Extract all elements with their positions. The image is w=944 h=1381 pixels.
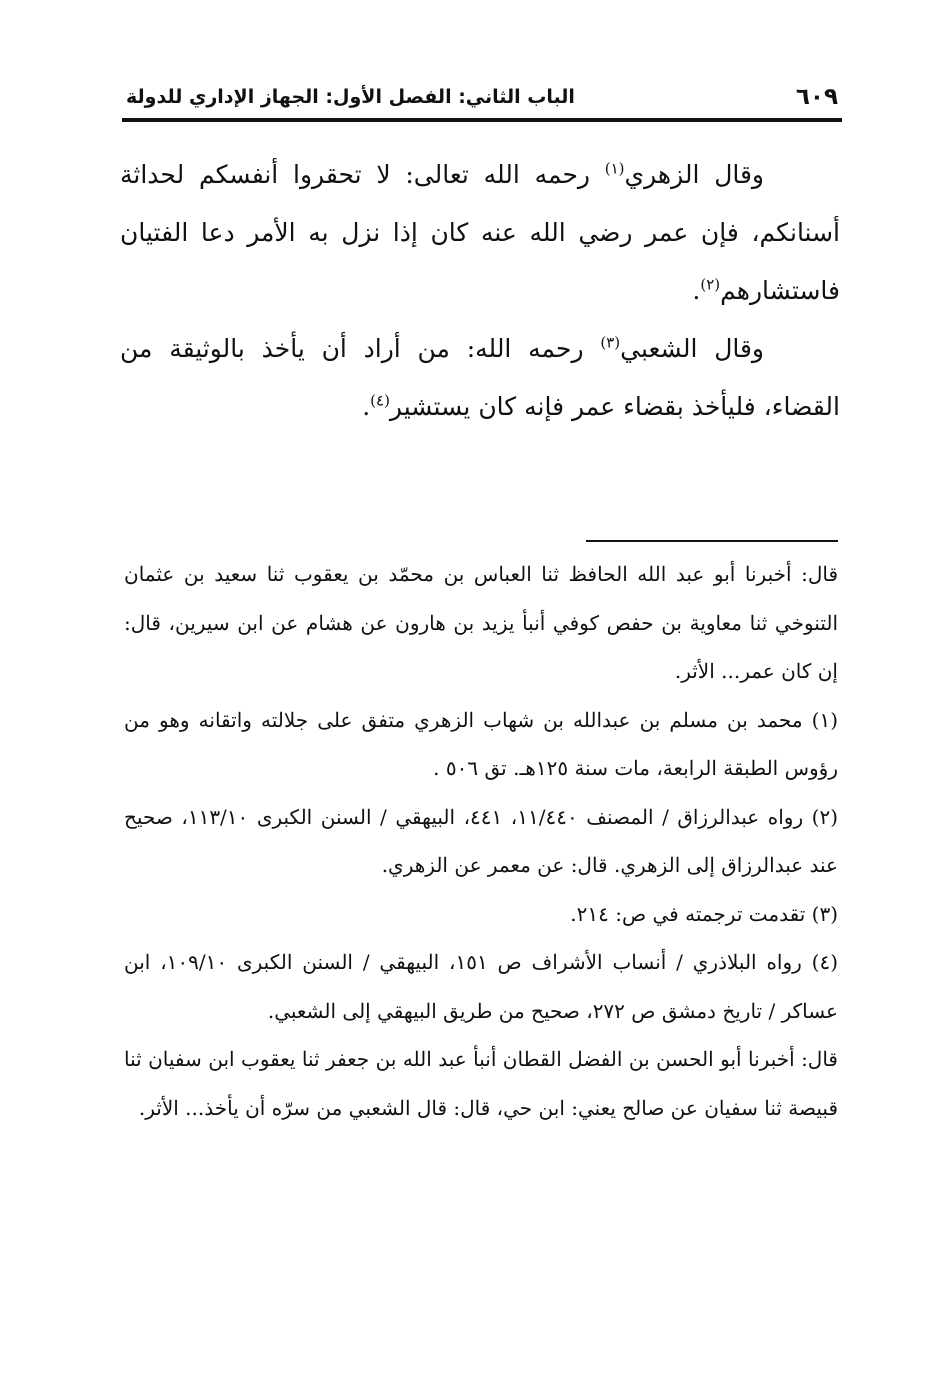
- paragraph-shabi: [120, 320, 840, 436]
- footnote-line: قال: أخبرنا أبو الحسن بن الفضل القطان أنبأ عبد الله بن جعفر ثنا يعقوب: [241, 1047, 838, 1071]
- footnote-isnad-2: [124, 1035, 838, 1132]
- text-span: رحمه الله تعالى: لا تحقروا أنفسكم لحداثة: [120, 160, 605, 189]
- footnote-3: [124, 890, 838, 939]
- footnote-separator: [586, 540, 838, 542]
- footnote-isnad-1: [124, 550, 838, 696]
- footnote-line: ١٠٩/١٠، ابن عساكر / تاريخ دمشق ص ٢٧٢، صحيح من طريق البيهقي: [124, 950, 838, 1023]
- text-span: أسنانكم، فإن عمر رضي الله عنه كان إذا نزل به الأمر دعا الفتيان: [120, 218, 840, 247]
- running-header: [122, 82, 842, 122]
- footnote-2: [124, 793, 838, 890]
- footnote-line: ١١٣/١٠، صحيح عند عبدالرزاق إلى الزهري. قال: عن معمر عن الزهري.: [124, 804, 838, 877]
- footnote-ref-3: (٣): [600, 333, 621, 352]
- text-span: .: [362, 392, 371, 421]
- footnote-line: (١) محمد بن مسلم بن عبدالله بن شهاب الزهري متفق على جلالته واتقانه وهو: [159, 707, 839, 732]
- footnote-1: [124, 696, 838, 793]
- footnote-line: عثمان التنوخي ثنا معاوية بن حفص كوفي أنبأ يزيد بن هارون عن هشام عن: [124, 562, 838, 635]
- footnote-line: (٢) رواه عبدالرزاق / المصنف ١١/٤٤٠، ٤٤١، البيهقي / السنن الكبرى: [256, 804, 839, 829]
- text-span: .: [692, 276, 701, 305]
- footnotes: [124, 550, 838, 1132]
- page-number: ٦٠٩: [795, 84, 838, 110]
- running-title: الباب الثاني: الفصل الأول: الجهاز الإداري للدولة: [126, 86, 575, 108]
- footnote-line: (٤) رواه البلاذري / أنساب الأشراف ص ١٥١، البيهقي / السنن الكبرى: [236, 950, 839, 974]
- footnote-line: (٣) تقدمت ترجمته في ص: ٢١٤.: [570, 901, 838, 926]
- footnote-4: [124, 938, 838, 1035]
- text-span: فاستشارهم: [720, 276, 840, 305]
- text-span: فليأخذ بقضاء عمر فإنه كان يستشير: [389, 392, 756, 421]
- footnote-line: إلى الشعبي.: [267, 998, 371, 1023]
- footnote-ref-1: (١): [604, 159, 625, 178]
- paragraph-zuhri: [120, 146, 840, 320]
- text-span: وقال الشعبي: [620, 334, 764, 363]
- footnote-line: من رؤوس الطبقة الرابعة، مات سنة ١٢٥هـ. تق ٥٠٦ .: [124, 707, 838, 780]
- text-span: رحمه الله: من أراد أن يأخذ بالوثيقة من القضاء،: [120, 334, 840, 421]
- footnote-line: سرّه أن يأخذ... الأثر.: [138, 1095, 310, 1120]
- footnote-line: ابن سفيان ثنا قبيصة ثنا سفيان عن صالح يعني: ابن حي، قال: قال الشعبي من: [124, 1047, 838, 1120]
- footnote-line: ابن سيرين، قال: إن كان عمر... الأثر.: [124, 610, 838, 683]
- main-text: [120, 146, 840, 436]
- footnote-ref-2: (٢): [700, 275, 721, 294]
- footnote-ref-4: (٤): [370, 391, 390, 410]
- footnote-line: قال: أخبرنا أبو عبد الله الحافظ ثنا العباس بن محمّد بن يعقوب ثنا سعيد بن: [183, 562, 839, 586]
- text-span: وقال الزهري: [624, 160, 764, 189]
